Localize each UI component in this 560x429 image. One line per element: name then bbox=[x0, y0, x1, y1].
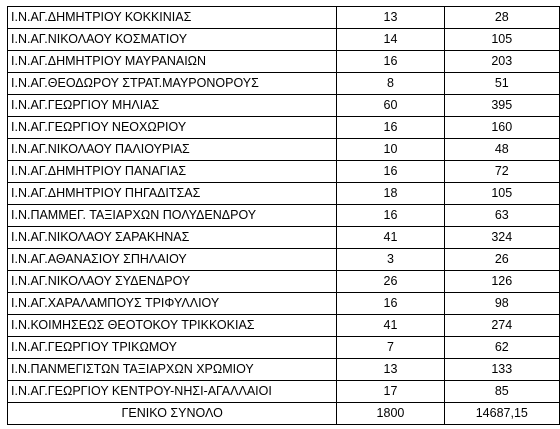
table-body bbox=[8, 7, 560, 425]
table-row bbox=[8, 139, 560, 161]
table-row bbox=[8, 337, 560, 359]
parish-name-cell: Ι.Ν.ΑΓ.ΓΕΩΡΓΙΟΥ ΤΡΙΚΩΜΟΥ bbox=[8, 337, 337, 359]
parish-name-cell: Ι.Ν.ΠΑΝΜΕΓΙΣΤΩΝ ΤΑΞΙΑΡΧΩΝ ΧΡΩΜΙΟΥ bbox=[8, 359, 337, 381]
count-cell: 14 bbox=[337, 29, 444, 51]
parish-name-cell: Ι.Ν.ΑΓ.ΧΑΡΑΛΑΜΠΟΥΣ ΤΡΙΦΥΛΛΙΟΥ bbox=[8, 293, 337, 315]
count-cell: 8 bbox=[337, 73, 444, 95]
table-row bbox=[8, 293, 560, 315]
amount-cell: 133 bbox=[444, 359, 559, 381]
count-cell: 13 bbox=[337, 359, 444, 381]
parish-name-cell: Ι.Ν.ΑΓ.ΘΕΟΔΩΡΟΥ ΣΤΡΑΤ.ΜΑΥΡΟΝΟΡΟΥΣ bbox=[8, 73, 337, 95]
amount-cell: 126 bbox=[444, 271, 559, 293]
amount-cell: 28 bbox=[444, 7, 559, 29]
parish-name-cell: Ι.Ν.ΑΓ.ΔΗΜΗΤΡΙΟΥ ΠΑΝΑΓΙΑΣ bbox=[8, 161, 337, 183]
parish-name-cell: Ι.Ν.ΑΓ.ΓΕΩΡΓΙΟΥ ΝΕΟΧΩΡΙΟΥ bbox=[8, 117, 337, 139]
parish-name-cell: Ι.Ν.ΑΓ.ΑΘΑΝΑΣΙΟΥ ΣΠΗΛΑΙΟΥ bbox=[8, 249, 337, 271]
parish-name-cell: Ι.Ν.ΑΓ.ΝΙΚΟΛΑΟΥ ΣΑΡΑΚΗΝΑΣ bbox=[8, 227, 337, 249]
parish-name-cell: Ι.Ν.ΑΓ.ΝΙΚΟΛΑΟΥ ΚΟΣΜΑΤΙΟΥ bbox=[8, 29, 337, 51]
count-cell: 16 bbox=[337, 293, 444, 315]
table-row bbox=[8, 95, 560, 117]
total-amount: 14687,15 bbox=[444, 403, 559, 425]
count-cell: 41 bbox=[337, 315, 444, 337]
table-row bbox=[8, 359, 560, 381]
amount-cell: 395 bbox=[444, 95, 559, 117]
count-cell: 41 bbox=[337, 227, 444, 249]
count-cell: 16 bbox=[337, 51, 444, 73]
parish-name-cell: Ι.Ν.ΑΓ.ΝΙΚΟΛΑΟΥ ΣΥΔΕΝΔΡΟΥ bbox=[8, 271, 337, 293]
table-row bbox=[8, 51, 560, 73]
table-row bbox=[8, 7, 560, 29]
count-cell: 18 bbox=[337, 183, 444, 205]
parish-name-cell: Ι.Ν.ΚΟΙΜΗΣΕΩΣ ΘΕΟΤΟΚΟΥ ΤΡΙΚΚΟΚΙΑΣ bbox=[8, 315, 337, 337]
table-row bbox=[8, 117, 560, 139]
parish-name-cell: Ι.Ν.ΑΓ.ΔΗΜΗΤΡΙΟΥ ΠΗΓΑΔΙΤΣΑΣ bbox=[8, 183, 337, 205]
count-cell: 60 bbox=[337, 95, 444, 117]
parish-table bbox=[7, 6, 560, 425]
amount-cell: 26 bbox=[444, 249, 559, 271]
table-row bbox=[8, 315, 560, 337]
count-cell: 7 bbox=[337, 337, 444, 359]
table-row bbox=[8, 73, 560, 95]
table-row bbox=[8, 227, 560, 249]
amount-cell: 48 bbox=[444, 139, 559, 161]
amount-cell: 105 bbox=[444, 183, 559, 205]
parish-name-cell: Ι.Ν.ΑΓ.ΓΕΩΡΓΙΟΥ ΚΕΝΤΡΟΥ-ΝΗΣΙ-ΑΓΑΛΛΑΙΟΙ bbox=[8, 381, 337, 403]
parish-name-cell: Ι.Ν.ΑΓ.ΔΗΜΗΤΡΙΟΥ ΚΟΚΚΙΝΙΑΣ bbox=[8, 7, 337, 29]
count-cell: 16 bbox=[337, 205, 444, 227]
count-cell: 13 bbox=[337, 7, 444, 29]
parish-name-cell: Ι.Ν.ΑΓ.ΓΕΩΡΓΙΟΥ ΜΗΛΙΑΣ bbox=[8, 95, 337, 117]
table-row bbox=[8, 205, 560, 227]
parish-name-cell: Ι.Ν.ΠΑΜΜΕΓ. ΤΑΞΙΑΡΧΩΝ ΠΟΛΥΔΕΝΔΡΟΥ bbox=[8, 205, 337, 227]
count-cell: 3 bbox=[337, 249, 444, 271]
amount-cell: 51 bbox=[444, 73, 559, 95]
table-row bbox=[8, 271, 560, 293]
table-row bbox=[8, 161, 560, 183]
parish-name-cell: Ι.Ν.ΑΓ.ΔΗΜΗΤΡΙΟΥ ΜΑΥΡΑΝΑΙΩΝ bbox=[8, 51, 337, 73]
amount-cell: 105 bbox=[444, 29, 559, 51]
amount-cell: 274 bbox=[444, 315, 559, 337]
amount-cell: 98 bbox=[444, 293, 559, 315]
count-cell: 16 bbox=[337, 117, 444, 139]
table-row bbox=[8, 29, 560, 51]
count-cell: 26 bbox=[337, 271, 444, 293]
table-row bbox=[8, 249, 560, 271]
amount-cell: 324 bbox=[444, 227, 559, 249]
table-row bbox=[8, 183, 560, 205]
total-label: ΓΕΝΙΚΟ ΣΥΝΟΛΟ bbox=[8, 403, 337, 425]
total-count: 1800 bbox=[337, 403, 444, 425]
amount-cell: 85 bbox=[444, 381, 559, 403]
amount-cell: 62 bbox=[444, 337, 559, 359]
table-row bbox=[8, 381, 560, 403]
parish-name-cell: Ι.Ν.ΑΓ.ΝΙΚΟΛΑΟΥ ΠΑΛΙΟΥΡΙΑΣ bbox=[8, 139, 337, 161]
amount-cell: 63 bbox=[444, 205, 559, 227]
count-cell: 16 bbox=[337, 161, 444, 183]
amount-cell: 203 bbox=[444, 51, 559, 73]
count-cell: 10 bbox=[337, 139, 444, 161]
total-row bbox=[8, 403, 560, 425]
amount-cell: 160 bbox=[444, 117, 559, 139]
count-cell: 17 bbox=[337, 381, 444, 403]
amount-cell: 72 bbox=[444, 161, 559, 183]
